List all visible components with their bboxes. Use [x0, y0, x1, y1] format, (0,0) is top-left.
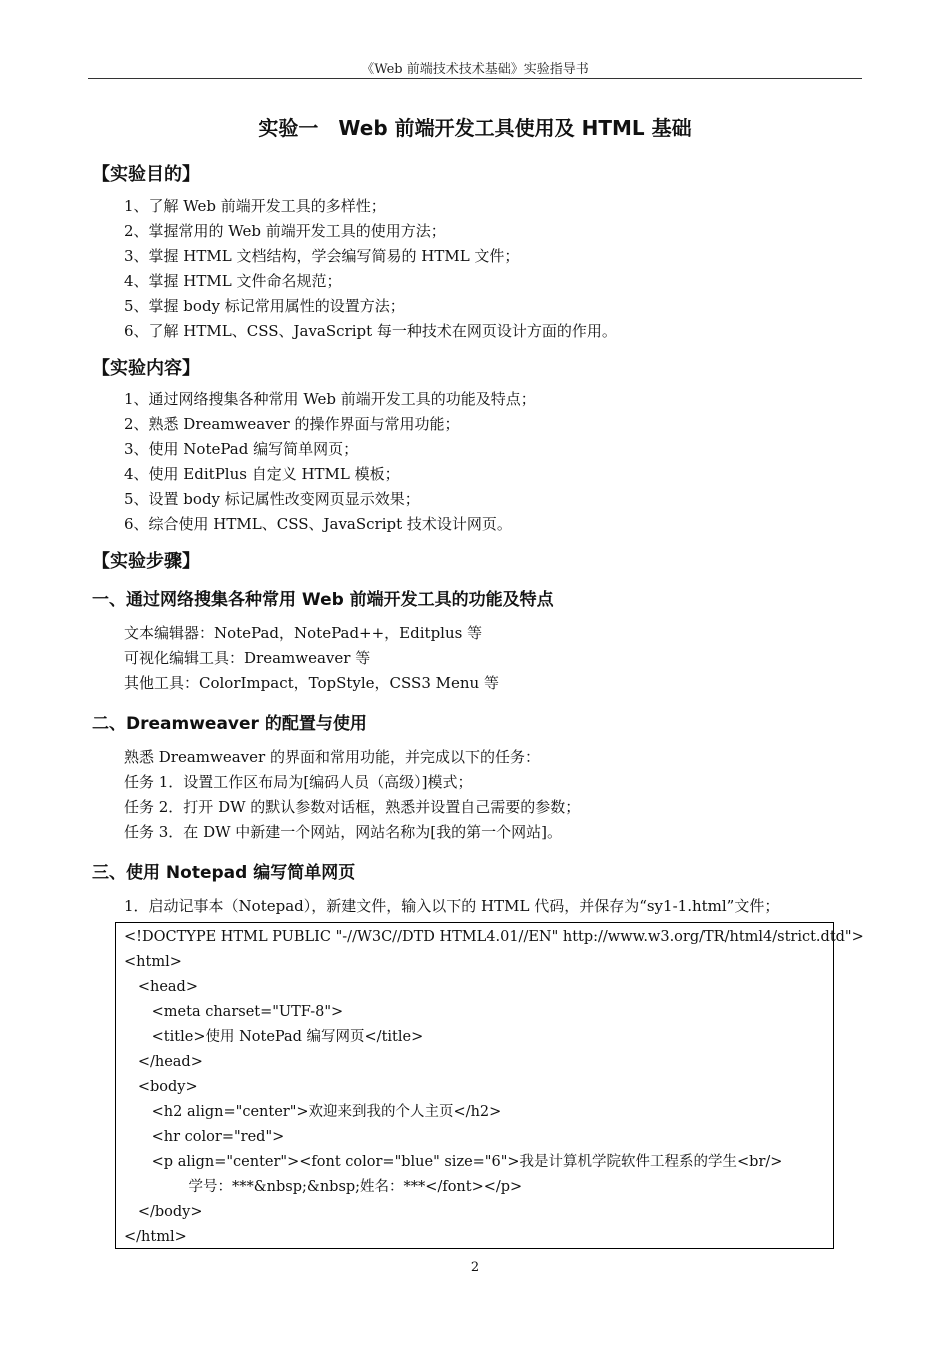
code-box [115, 922, 864, 1249]
code-line: </body> [124, 1204, 203, 1220]
code-line: <body> [124, 1079, 198, 1095]
purpose-list [124, 194, 617, 344]
code-line: <hr color="red"> [124, 1129, 285, 1145]
list-item: 1．启动记事本（Notepad），新建文件，输入以下的 HTML 代码，并保存为“sy1-1.html”文件； [124, 897, 780, 915]
list-item: 熟悉 Dreamweaver 的界面和常用功能，并完成以下的任务： [124, 748, 540, 766]
code-line: </head> [124, 1054, 203, 1070]
running-header: 《Web 前端技术技术基础》实验指导书 [361, 62, 589, 77]
page-title: 实验一 Web 前端开发工具使用及 HTML 基础 [258, 116, 692, 140]
code-line: <meta charset="UTF-8"> [124, 1004, 344, 1020]
code-line: <head> [124, 979, 198, 995]
code-line: <h2 align="center">欢迎来到我的个人主页</h2> [124, 1104, 502, 1120]
list-item: 2、熟悉 Dreamweaver 的操作界面与常用功能； [124, 415, 460, 433]
list-item: 3、使用 NotePad 编写简单网页； [124, 440, 359, 458]
step2-lines [124, 745, 580, 845]
list-item: 5、掌握 body 标记常用属性的设置方法； [124, 297, 405, 315]
page-number: 2 [470, 1260, 480, 1275]
code-line: <title>使用 NotePad 编写网页</title> [124, 1029, 424, 1045]
list-item: 3、掌握 HTML 文档结构，学会编写简易的 HTML 文件； [124, 247, 520, 265]
list-item: 任务 1．设置工作区布局为[编码人员（高级）]模式； [124, 773, 473, 791]
section-heading-content: 【实验内容】 [92, 358, 200, 379]
list-item: 6、综合使用 HTML、CSS、JavaScript 技术设计网页。 [124, 515, 512, 533]
step2-title: 二、Dreamweaver 的配置与使用 [92, 714, 367, 734]
list-item: 任务 2．打开 DW 的默认参数对话框，熟悉并设置自己需要的参数； [124, 798, 581, 816]
list-item: 2、掌握常用的 Web 前端开发工具的使用方法； [124, 222, 446, 240]
list-item: 其他工具：ColorImpact，TopStyle，CSS3 Menu 等 [124, 674, 499, 692]
list-item: 4、掌握 HTML 文件命名规范； [124, 272, 342, 290]
list-item: 1、通过网络搜集各种常用 Web 前端开发工具的功能及特点； [124, 390, 536, 408]
list-item: 5、设置 body 标记属性改变网页显示效果； [124, 490, 420, 508]
step1-title: 一、通过网络搜集各种常用 Web 前端开发工具的功能及特点 [92, 590, 554, 610]
section-heading-steps: 【实验步骤】 [92, 551, 200, 572]
code-line: <p align="center"><font color="blue" size="6">我是计算机学院软件工程系的学生<br/> [124, 1154, 783, 1170]
code-line: </html> [124, 1229, 187, 1245]
code-line: 学号：***&nbsp;&nbsp;姓名：***</font></p> [124, 1179, 523, 1195]
header-divider [88, 78, 862, 79]
content-list [124, 387, 536, 537]
code-line: <!DOCTYPE HTML PUBLIC "-//W3C//DTD HTML4.01//EN" http://www.w3.org/TR/html4/strict.dtd"> [124, 929, 864, 945]
list-item: 文本编辑器：NotePad，NotePad++，Editplus 等 [124, 624, 483, 642]
section-heading-purpose: 【实验目的】 [92, 164, 200, 185]
list-item: 可视化编辑工具：Dreamweaver 等 [124, 649, 371, 667]
list-item: 1、了解 Web 前端开发工具的多样性； [124, 197, 386, 215]
code-line: <html> [124, 954, 182, 970]
list-item: 6、了解 HTML、CSS、JavaScript 每一种技术在网页设计方面的作用。 [124, 322, 617, 340]
list-item: 4、使用 EditPlus 自定义 HTML 模板； [124, 465, 400, 483]
list-item: 任务 3．在 DW 中新建一个网站，网站名称为[我的第一个网站]。 [124, 823, 562, 841]
step1-lines [124, 621, 499, 696]
step3-intro [124, 894, 779, 919]
step3-title: 三、使用 Notepad 编写简单网页 [92, 863, 356, 883]
